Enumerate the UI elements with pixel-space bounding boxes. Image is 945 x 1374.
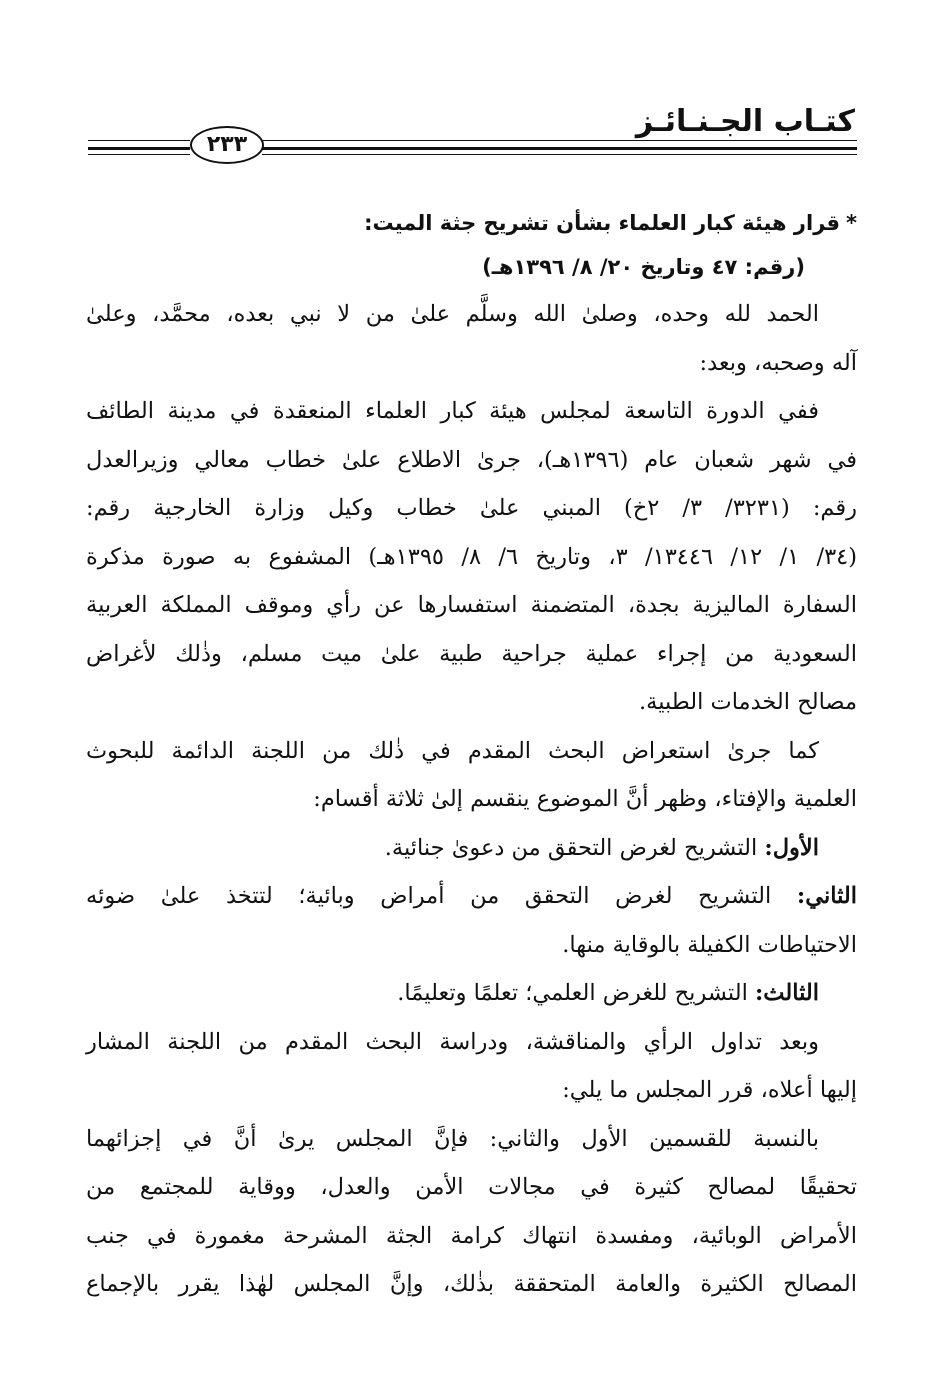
text-line (86, 581, 857, 630)
line-text: (رقم: ٤٧ وتاريخ ٢٠/ ٨/ ١٣٩٦هـ) (482, 255, 805, 279)
body-text (86, 202, 857, 1309)
page-number-badge: ٢٣٣ (190, 126, 264, 164)
line-text: رقم: (٣٢٣١/ ٣/ ٢خ) المبني علىٰ خطاب وكيل وزارة الخارجية رقم: (86, 495, 858, 521)
line-text: الحمد لله وحده، وصلىٰ الله وسلَّم علىٰ من لا نبي بعده، محمَّد، وعلىٰ (86, 301, 819, 327)
line-text: وبعد تداول الرأي والمناقشة، ودراسة البحث المقدم من اللجنة المشار (86, 1028, 819, 1055)
header-rule-right-thick (262, 147, 857, 150)
line-text: العلمية والإفتاء، وظهر أنَّ الموضوع ينقسم إلىٰ ثلاثة أقسام: (313, 786, 857, 812)
line-text: كما جرىٰ استعراض البحث المقدم في ذٰلك من اللجنة الدائمة للبحوث (86, 737, 819, 764)
line-text: المصالح الكثيرة والعامة المتحققة بذٰلك، وإنَّ المجلس لهٰذا يقرر بالإجماع (86, 1271, 857, 1297)
text-line (86, 387, 857, 436)
text-line (86, 630, 857, 679)
header-rule-left-thin-top (88, 140, 190, 141)
text-line (86, 202, 857, 244)
line-text: بالنسبة للقسمين الأول والثاني: فإنَّ المجلس يرىٰ أنَّ في إجزائهما (86, 1125, 819, 1152)
text-line (86, 824, 857, 873)
line-text: الأمراض الوبائية، ومفسدة انتهاك كرامة الجثة المشرحة مغمورة في جنب (86, 1222, 857, 1249)
text-line (86, 678, 857, 727)
line-text: ففي الدورة التاسعة لمجلس هيئة كبار العلماء المنعقدة في مدينة الطائف (86, 398, 819, 424)
text-line (86, 290, 857, 339)
text-line (86, 1066, 857, 1115)
text-line (86, 1018, 857, 1067)
line-text: (٣٤/ ١/ ١٢/ ١٣٤٤٦/ ٣، وتاريخ ٦/ ٨/ ١٣٩٥هـ) المشفوع به صورة مذكرة (86, 543, 858, 570)
text-line (86, 1163, 857, 1212)
section-label: الثاني: (796, 883, 857, 909)
section-label: الثالث: (754, 980, 819, 1006)
text-line (86, 436, 857, 485)
line-text: التشريح لغرض التحقق من دعوىٰ جنائية. (384, 834, 765, 861)
line-text: في شهر شعبان عام (١٣٩٦هـ)، جرىٰ الاطلاع علىٰ خطاب معالي وزيرالعدل (86, 446, 857, 473)
line-text: التشريح لغرض التحقق من أمراض وبائية؛ لتتخذ علىٰ ضوئه (86, 883, 797, 909)
text-line (86, 921, 857, 970)
line-text: تحقيقًا لمصالح كثيرة في مجالات الأمن والعدل، ووقاية للمجتمع من (86, 1174, 857, 1200)
line-text: إليها أعلاه، قرر المجلس ما يلي: (562, 1077, 857, 1103)
text-line (86, 244, 857, 290)
text-line (86, 969, 857, 1018)
text-line (86, 1115, 857, 1164)
text-line (86, 1260, 857, 1309)
line-text: قرار هيئة كبار العلماء بشأن تشريح جثة الميت: (364, 211, 841, 235)
text-line (86, 727, 857, 776)
text-line (86, 1212, 857, 1261)
line-text: مصالح الخدمات الطبية. (639, 689, 857, 715)
text-line (86, 484, 857, 533)
line-text: التشريح للغرض العلمي؛ تعلمًا وتعليمًا. (397, 980, 755, 1006)
header-rule-left-thick (88, 147, 190, 150)
text-line (86, 339, 857, 388)
line-text: الاحتياطات الكفيلة بالوقاية منها. (562, 931, 857, 958)
line-text: السعودية من إجراء عملية جراحية طبية علىٰ ميت مسلم، وذٰلك لأغراض (86, 640, 857, 667)
section-label: الأول: (764, 834, 819, 861)
text-line (86, 533, 857, 582)
text-line (86, 775, 857, 824)
asterisk-marker: * (846, 211, 857, 235)
line-text: آله وصحبه، وبعد: (699, 349, 857, 376)
running-header-title: كتـاب الجـنـائـز (635, 104, 855, 139)
line-text: السفارة الماليزية بجدة، المتضمنة استفسارها عن رأي وموقف المملكة العربية (86, 592, 857, 618)
header-rule-right-thin-top (262, 140, 857, 141)
header-rule-left-thin-bottom (88, 154, 190, 155)
header-rule-right-thin-bottom (262, 154, 857, 155)
text-line (86, 872, 857, 921)
